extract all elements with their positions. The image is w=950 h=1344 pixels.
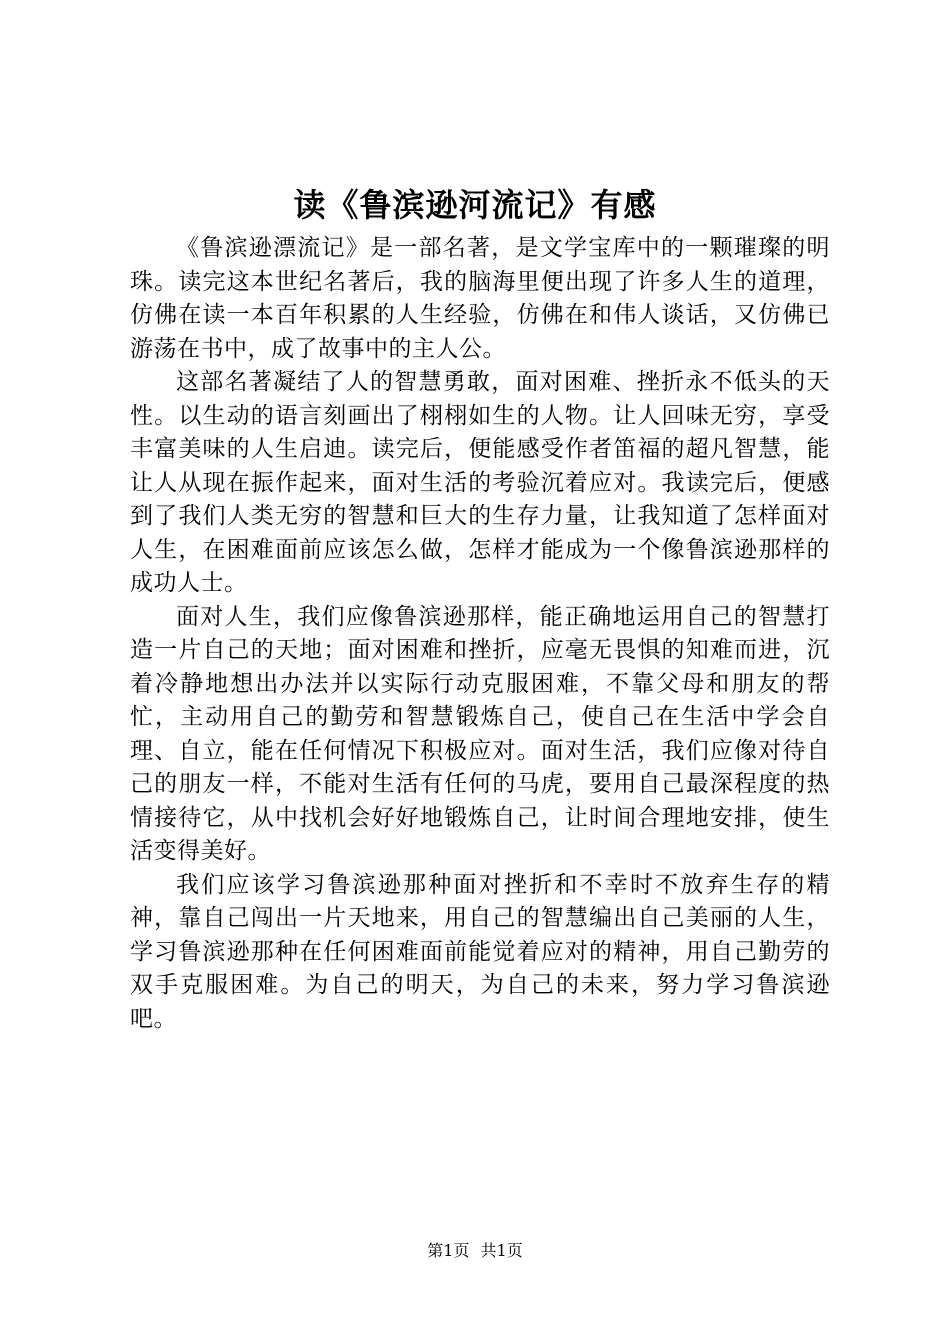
paragraph-1: 《鲁滨逊漂流记》是一部名著，是文学宝库中的一颗璀璨的明珠。读完这本世纪名著后，我的脑海里便出现了许多人生的道理，仿佛在读一本百年积累的人生经验，仿佛在和伟人谈话，又仿佛已游荡在书中，成了故事中的主人公。 — [130, 235, 830, 362]
document-title: 读《鲁滨逊河流记》有感 — [293, 186, 657, 224]
page-number-total: 共1页 — [480, 1241, 523, 1260]
page-number-current: 第1页 — [427, 1241, 470, 1260]
page-footer — [0, 1240, 950, 1262]
document-body — [130, 232, 830, 1036]
paragraph-4: 我们应该学习鲁滨逊那种面对挫折和不幸时不放弃生存的精神，靠自己闯出一片天地来，用自己的智慧编出自己美丽的人生，学习鲁滨逊那种在任何困难面前能觉着应对的精神，用自己勤劳的双手克服困难。为自己的明天，为自己的未来，努力学习鲁滨逊吧。 — [130, 871, 830, 1032]
paragraph-2: 这部名著凝结了人的智慧勇敢，面对困难、挫折永不低头的天性。以生动的语言刻画出了栩栩如生的人物。让人回味无穷，享受丰富美味的人生启迪。读完后，便能感受作者笛福的超凡智慧，能让人从现在振作起来，面对生活的考验沉着应对。我读完后，便感到了我们人类无穷的智慧和巨大的生存力量，让我知道了怎样面对人生，在困难面前应该怎么做，怎样才能成为一个像鲁滨逊那样的成功人士。 — [130, 369, 830, 596]
paragraph-3: 面对人生，我们应像鲁滨逊那样，能正确地运用自己的智慧打造一片自己的天地；面对困难和挫折，应毫无畏惧的知难而进，沉着冷静地想出办法并以实际行动克服困难，不靠父母和朋友的帮忙，主动用自己的勤劳和智慧锻炼自己，使自己在生活中学会自理、自立，能在任何情况下积极应对。面对生活，我们应像对待自己的朋友一样，不能对生活有任何的马虎，要用自己最深程度的热情接待它，从中找机会好好地锻炼自己，让时间合理地安排，使生活变得美好。 — [130, 603, 830, 864]
